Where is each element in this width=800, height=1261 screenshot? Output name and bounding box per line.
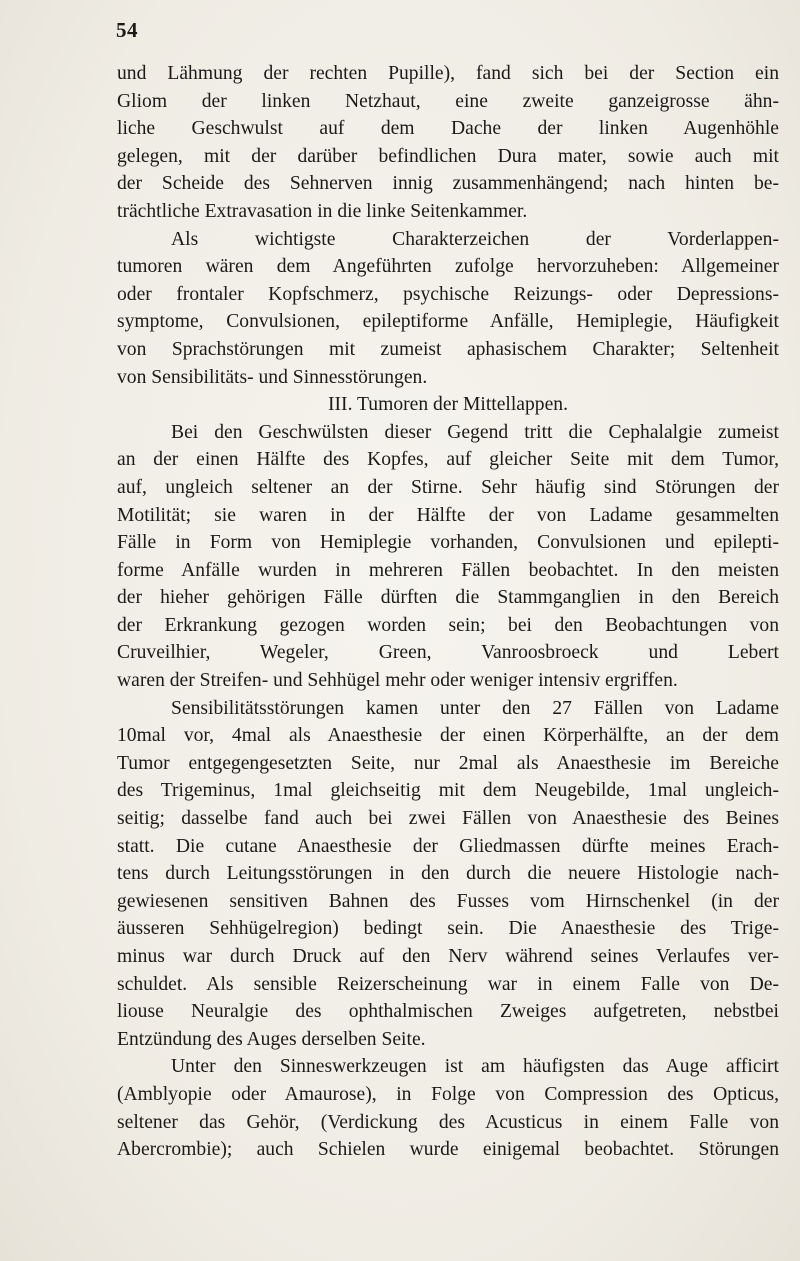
text-line: gewiesenen sensitiven Bahnen des Fusses vom Hirnschenkel (in der — [117, 890, 779, 912]
text-line: gelegen, mit der darüber befindlichen Dura mater, sowie auch mit — [117, 145, 779, 167]
text-line: Als wichtigste Charakterzeichen der Vorderlappen- — [171, 228, 779, 250]
text-line: seltener das Gehör, (Verdickung des Acusticus in einem Falle von — [117, 1111, 779, 1133]
text-line: Motilität; sie waren in der Hälfte der von Ladame gesammelten — [117, 504, 779, 526]
text-line: Bei den Geschwülsten dieser Gegend tritt die Cephalalgie zumeist — [171, 421, 779, 443]
text-line: und Lähmung der rechten Pupille), fand sich bei der Section ein — [117, 63, 779, 84]
page-number: 54 — [116, 18, 138, 42]
text-line: tens durch Leitungsstörungen in den durch die neuere Histologie nach- — [117, 863, 779, 885]
text-line: an der einen Hälfte des Kopfes, auf gleicher Seite mit dem Tumor, — [117, 449, 779, 471]
text-line: der hieher gehörigen Fälle dürften die Stammganglien in den Bereich — [117, 587, 779, 609]
text-line: symptome, Convulsionen, epileptiforme Anfälle, Hemiplegie, Häufigkeit — [117, 311, 779, 333]
text-line: liouse Neuralgie des ophthalmischen Zweiges aufgetreten, nebstbei — [117, 1001, 779, 1023]
text-line: äusseren Sehhügelregion) bedingt sein. Die Anaesthesie des Trige- — [117, 918, 779, 940]
section-heading: III. Tumoren der Mittellappen. — [328, 394, 568, 416]
text-line: der Erkrankung gezogen worden sein; bei den Beobachtungen von — [117, 614, 779, 636]
text-line: schuldet. Als sensible Reizerscheinung war in einem Falle von De- — [117, 973, 779, 995]
text-line: auf, ungleich seltener an der Stirne. Sehr häufig sind Störungen der — [117, 476, 779, 498]
text-line: Abercrombie); auch Schielen wurde einigemal beobachtet. Störungen — [117, 1139, 779, 1161]
text-line: Gliom der linken Netzhaut, eine zweite ganzeigrosse ähn- — [117, 90, 779, 112]
text-line: tumoren wären dem Angeführten zufolge hervorzuheben: Allgemeiner — [117, 256, 779, 278]
text-line: minus war durch Druck auf den Nerv während seines Verlaufes ver- — [117, 946, 779, 967]
text-line: waren der Streifen- und Sehhügel mehr oder weniger intensiv ergriffen. — [117, 670, 678, 692]
text-line: von Sensibilitäts- und Sinnesstörungen. — [117, 366, 428, 388]
text-line: 10mal vor, 4mal als Anaesthesie der einen Körperhälfte, an der dem — [117, 725, 779, 747]
body-text — [117, 60, 779, 1164]
text-line: der Scheide des Sehnerven innig zusammenhängend; nach hinten be- — [117, 173, 779, 195]
text-line: von Sprachstörungen mit zumeist aphasischem Charakter; Seltenheit — [117, 338, 779, 360]
text-line: Sensibilitätsstörungen kamen unter den 27 Fällen von Ladame — [171, 697, 779, 719]
text-line: liche Geschwulst auf dem Dache der linken Augenhöhle — [117, 118, 779, 140]
text-line: (Amblyopie oder Amaurose), in Folge von Compression des Opticus, — [117, 1083, 779, 1105]
text-line: trächtliche Extravasation in die linke Seitenkammer. — [117, 200, 528, 222]
text-line: forme Anfälle wurden in mehreren Fällen beobachtet. In den meisten — [117, 559, 779, 581]
text-line: oder frontaler Kopfschmerz, psychische Reizungs- oder Depressions- — [117, 283, 779, 305]
text-line: Entzündung des Auges derselben Seite. — [117, 1028, 426, 1050]
text-line: seitig; dasselbe fand auch bei zwei Fällen von Anaesthesie des Beines — [117, 808, 779, 830]
text-line: Cruveilhier, Wegeler, Green, Vanroosbroeck und Lebert — [117, 642, 779, 664]
text-line: des Trigeminus, 1mal gleichseitig mit dem Neugebilde, 1mal ungleich- — [117, 780, 779, 802]
text-line: statt. Die cutane Anaesthesie der Gliedmassen dürfte meines Erach- — [117, 835, 779, 857]
text-line: Fälle in Form von Hemiplegie vorhanden, Convulsionen und epilepti- — [117, 532, 779, 554]
text-line: Tumor entgegengesetzten Seite, nur 2mal als Anaesthesie im Bereiche — [117, 752, 779, 774]
text-line: Unter den Sinneswerkzeugen ist am häufigsten das Auge afficirt — [171, 1056, 779, 1078]
